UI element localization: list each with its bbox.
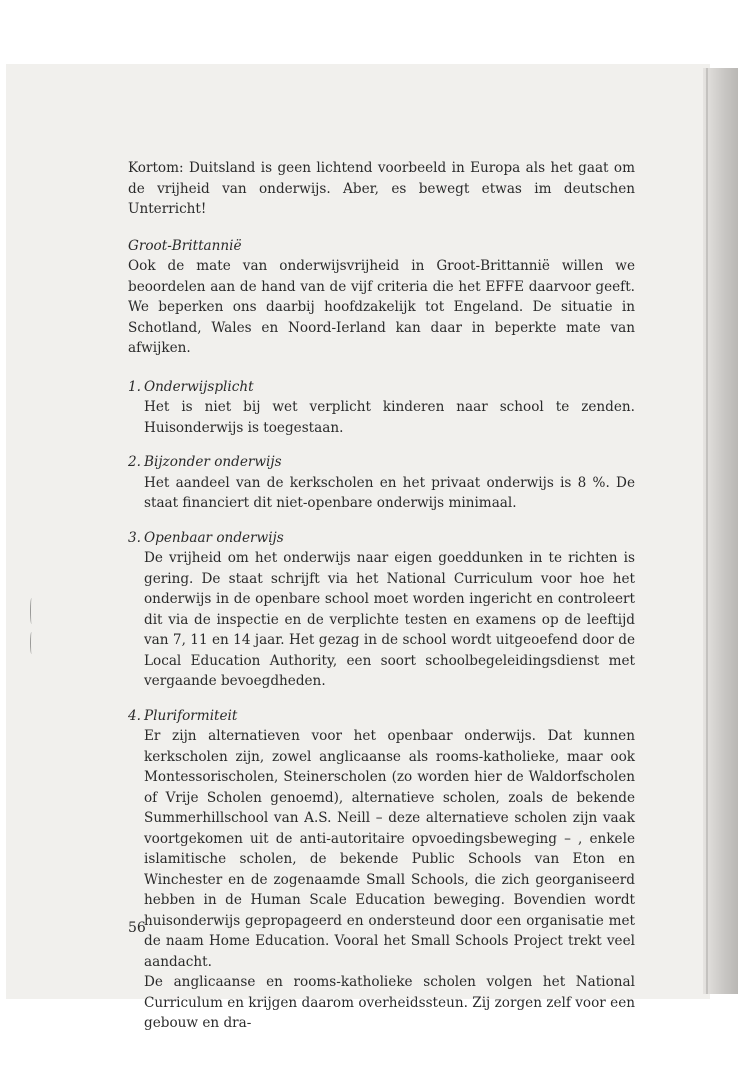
item-paragraph: Er zijn alternatieven voor het openbaar onderwijs. Dat kunnen kerkscholen zijn, zowel anglicaanse als rooms-katholieke, maar ook Montessorischolen, Steinerscholen (zo worden hier de Waldorfscholen of Vrije Scholen genoemd), alternatieve scholen, zoals de bekende Summerhillschool van A.S. Neill – deze alternatieve scholen zijn vaak voortgekomen uit de anti-autoritaire opvoedingsbeweging – , enkele islamitische scholen, de bekende Public Schools van Eton en Winchester en de zogenaamde Small Schools, die zich georganiseerd hebben in de Human Scale Education beweging. Bovendien wordt huisonderwijs gepropageerd en ondersteund door een organisatie met de naam Home Education. Vooral het Small Schools Project trekt veel aandacht. bbox=[144, 728, 635, 970]
list-item bbox=[128, 377, 635, 439]
section-heading: Groot-Brittannië bbox=[128, 237, 242, 254]
bleed-mark bbox=[30, 598, 33, 624]
item-paragraph: Het aandeel van de kerkscholen en het privaat onderwijs is 8 %. De staat financiert dit niet-openbare onderwijs minimaal. bbox=[144, 474, 635, 511]
bleed-mark bbox=[30, 632, 33, 654]
item-number: 4. bbox=[128, 707, 141, 724]
page-text bbox=[128, 158, 635, 1048]
item-title: Openbaar onderwijs bbox=[144, 529, 284, 546]
item-paragraph: De vrijheid om het onderwijs naar eigen goeddunken in te richten is gering. De staat schrijft via het National Curriculum voor hoe het onderwijs in de openbare school moet worden ingericht en controleert dit via de inspectie en de verplichte testen en examens op de leeftijd van 7, 11 en 14 jaar. Het gezag in de school wordt uitgeoefend door de Local Education Authority, een soort schoolbegeleidingsdienst met vergaande bevoegdheden. bbox=[144, 550, 635, 689]
intro-paragraph: Kortom: Duitsland is geen lichtend voorbeeld in Europa als het gaat om de vrijheid van onderwijs. Aber, es bewegt etwas im deutschen Unterricht! bbox=[128, 160, 635, 217]
page-number: 56 bbox=[128, 920, 146, 936]
list-item bbox=[128, 528, 635, 692]
list-item bbox=[128, 452, 635, 514]
section-paragraph: Ook de mate van onderwijsvrijheid in Groot-Brittannië willen we beoordelen aan de hand van de vijf criteria die het EFFE daarvoor geeft. We beperken ons daarbij hoofdzakelijk tot Engeland. De situatie in Schotland, Wales en Noord-Ierland kan daar in beperkte mate van afwijken. bbox=[128, 258, 635, 356]
page-edge-shadow bbox=[703, 68, 738, 994]
item-paragraph: De anglicaanse en rooms-katholieke scholen volgen het National Curriculum en krijgen daarom overheidssteun. Zij zorgen zelf voor een gebouw en dra- bbox=[144, 974, 635, 1031]
item-title: Bijzonder onderwijs bbox=[144, 454, 282, 470]
item-title: Onderwijsplicht bbox=[144, 378, 254, 395]
item-number: 2. bbox=[128, 454, 141, 470]
criteria-list bbox=[128, 377, 635, 1034]
list-item bbox=[128, 706, 635, 1034]
item-number: 1. bbox=[128, 378, 141, 395]
page-edge-line bbox=[706, 68, 708, 994]
item-title: Pluriformiteit bbox=[144, 707, 238, 724]
item-paragraph: Het is niet bij wet verplicht kinderen naar school te zenden. Huisonderwijs is toegestaan. bbox=[144, 399, 635, 436]
item-number: 3. bbox=[128, 529, 141, 546]
